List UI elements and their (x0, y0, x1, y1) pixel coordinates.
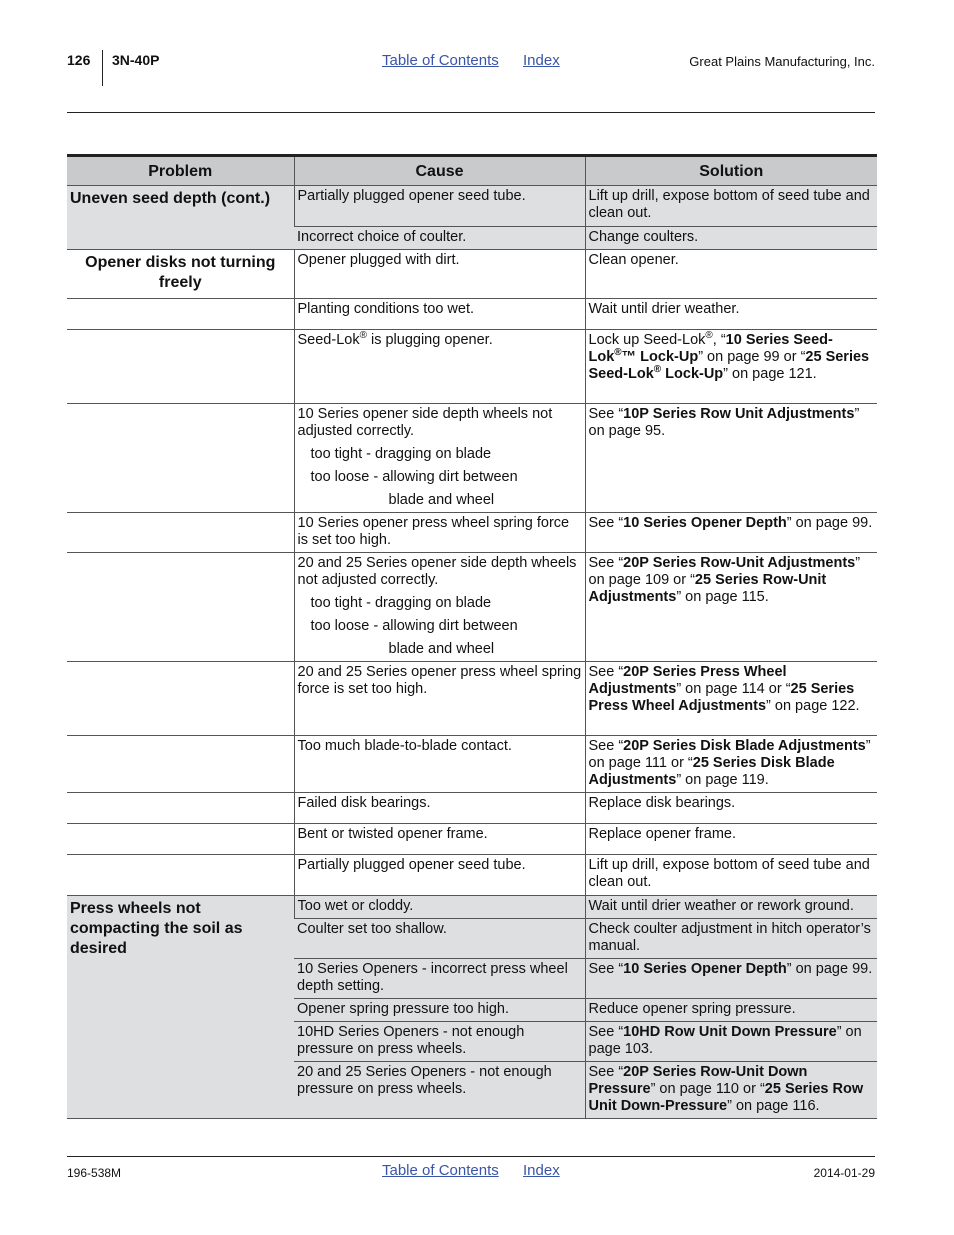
solution-cell: Change coulters. (585, 227, 877, 250)
cause-cell: Too much blade-to-blade contact. (294, 736, 585, 793)
solution-cell: See “20P Series Row-Unit Down Pressure” on page 110 or “25 Series Row Unit Down-Pressure” on page 116. (585, 1062, 877, 1119)
header-index-link[interactable]: Index (523, 52, 560, 69)
troubleshooting-table (67, 154, 877, 1119)
cause-cell: Coulter set too shallow. (294, 919, 585, 959)
doc-number: 196-538M (67, 1166, 122, 1180)
cause-cell: 10 Series opener press wheel spring force is set too high. (294, 513, 585, 553)
problem-opener-disks: Opener disks not turning freely (67, 250, 294, 299)
solution-cell: See “10HD Row Unit Down Pressure” on page 103. (585, 1022, 877, 1062)
cause-cell: Partially plugged opener seed tube. (294, 186, 585, 227)
table-row (67, 824, 877, 855)
solution-cell: See “20P Series Press Wheel Adjustments” on page 114 or “25 Series Press Wheel Adjustments” on page 122. (585, 662, 877, 736)
header-rule (67, 112, 875, 113)
solution-cell: Lift up drill, expose bottom of seed tube and clean out. (585, 186, 877, 227)
footer-index-link[interactable]: Index (523, 1162, 560, 1179)
solution-cell: Wait until drier weather or rework ground. (585, 896, 877, 919)
solution-cell: Reduce opener spring pressure. (585, 999, 877, 1022)
problem-cell-empty (67, 553, 294, 662)
problem-press-wheels: Press wheels not compacting the soil as desired (67, 896, 294, 1119)
problem-cell-empty (67, 793, 294, 824)
footer-rule (67, 1156, 875, 1157)
cause-cell: Planting conditions too wet. (294, 299, 585, 330)
table-row (67, 896, 877, 919)
solution-cell: See “10 Series Opener Depth” on page 99. (585, 959, 877, 999)
solution-cell: Replace disk bearings. (585, 793, 877, 824)
cause-cell: Too wet or cloddy. (294, 896, 585, 919)
company-name: Great Plains Manufacturing, Inc. (689, 54, 875, 69)
solution-cell: Wait until drier weather. (585, 299, 877, 330)
problem-uneven-seed-depth: Uneven seed depth (cont.) (67, 186, 294, 250)
table-row (67, 553, 877, 662)
table-row (67, 793, 877, 824)
cause-cell: Failed disk bearings. (294, 793, 585, 824)
problem-cell-empty (67, 736, 294, 793)
problem-cell-empty (67, 330, 294, 404)
table-header-row (67, 156, 877, 186)
table-row (67, 855, 877, 896)
problem-cell-empty (67, 299, 294, 330)
problem-cell-empty (67, 824, 294, 855)
solution-cell: See “20P Series Row-Unit Adjustments” on page 109 or “25 Series Row-Unit Adjustments” on page 115. (585, 553, 877, 662)
problem-cell-empty (67, 855, 294, 896)
cause-cell: 10HD Series Openers - not enough pressure on press wheels. (294, 1022, 585, 1062)
cause-cell: Incorrect choice of coulter. (294, 227, 585, 250)
page-number: 126 (67, 52, 91, 68)
table-row (67, 404, 877, 513)
cause-cell: Bent or twisted opener frame. (294, 824, 585, 855)
cause-cell: 10 Series Openers - incorrect press wheel depth setting. (294, 959, 585, 999)
cause-cell: Opener plugged with dirt. (294, 250, 585, 299)
table-row (67, 736, 877, 793)
problem-cell-empty (67, 513, 294, 553)
solution-cell: Check coulter adjustment in hitch operator’s manual. (585, 919, 877, 959)
solution-cell: Clean opener. (585, 250, 877, 299)
header-cause: Cause (294, 156, 585, 186)
table-row (67, 250, 877, 299)
cause-cell: 10 Series opener side depth wheels not adjusted correctly. too tight - dragging on blade too loose - allowing dirt between blade and wheel (294, 404, 585, 513)
problem-cell-empty (67, 404, 294, 513)
cause-cell: 20 and 25 Series opener side depth wheels not adjusted correctly. too tight - dragging on blade too loose - allowing dirt between blade and wheel (294, 553, 585, 662)
solution-cell: See “20P Series Disk Blade Adjustments” on page 111 or “25 Series Disk Blade Adjustments” on page 119. (585, 736, 877, 793)
model-name: 3N-40P (112, 52, 160, 68)
publish-date: 2014-01-29 (813, 1166, 875, 1180)
header-toc-link[interactable]: Table of Contents (382, 52, 499, 69)
header-divider (102, 50, 103, 86)
cause-cell: Partially plugged opener seed tube. (294, 855, 585, 896)
table-row (67, 513, 877, 553)
solution-cell: Lift up drill, expose bottom of seed tube and clean out. (585, 855, 877, 896)
solution-cell: See “10 Series Opener Depth” on page 99. (585, 513, 877, 553)
table-row (67, 299, 877, 330)
table-row (67, 186, 877, 227)
header-problem: Problem (67, 156, 294, 186)
cause-cell: Seed-Lok® is plugging opener. (294, 330, 585, 404)
cause-cell: Opener spring pressure too high. (294, 999, 585, 1022)
cause-cell: 20 and 25 Series Openers - not enough pressure on press wheels. (294, 1062, 585, 1119)
table-row (67, 330, 877, 404)
header-solution: Solution (585, 156, 877, 186)
table-row (67, 662, 877, 736)
problem-cell-empty (67, 662, 294, 736)
solution-cell: Lock up Seed-Lok®, “10 Series Seed-Lok®™ Lock-Up” on page 99 or “25 Series Seed-Lok® Lock-Up” on page 121. (585, 330, 877, 404)
cause-cell: 20 and 25 Series opener press wheel spring force is set too high. (294, 662, 585, 736)
footer-toc-link[interactable]: Table of Contents (382, 1162, 499, 1179)
solution-cell: Replace opener frame. (585, 824, 877, 855)
solution-cell: See “10P Series Row Unit Adjustments” on page 95. (585, 404, 877, 513)
